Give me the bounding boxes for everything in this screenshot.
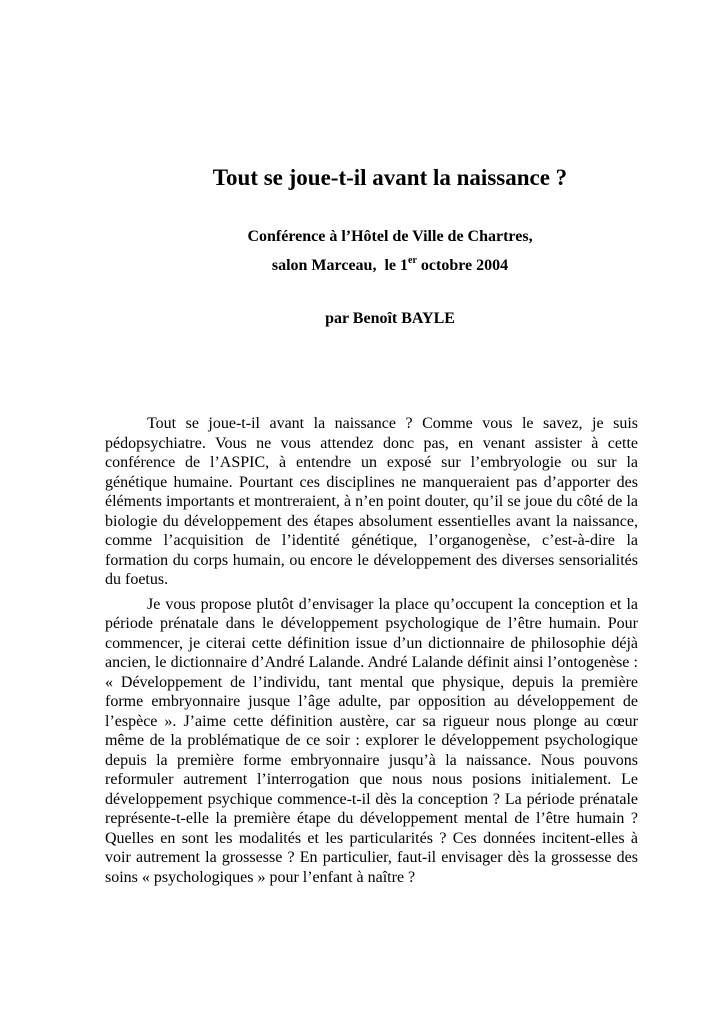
conference-date (0, 256, 724, 276)
paragraph-2: Je vous propose plutôt d’envisager la place qu’occupent la conception et la période prénatale dans le développement psychologique de l’être humain. Pour commencer, je citerai cette définition issue d’un dictionnaire de philosophie déjà ancien, le dictionnaire d’André Lalande. André Lalande définit ainsi l’ontogenèse : « Développement de l’individu, tant mental que physique, depuis la première forme embryonnaire jusque l’âge adulte, par opposition au développement de l’espèce ». J’aime cette définition austère, car sa rigueur nous plonge au cœur même de la problématique de ce soir : explorer le développement psychologique depuis la première forme embryonnaire jusqu’à la naissance. Nous pouvons reformuler autrement l’interrogation que nous nous posions initialement. Le développement psychique commence-t-il dès la conception ? La période prénatale représente-t-elle la première étape du développement mental de l’être humain ? Quelles en sont les modalités et les particularités ? Ces données incitent-elles à voir autrement la grossesse ? En particulier, faut-il envisager dès la grossesse des soins « psychologiques » pour l’enfant à naître ? (105, 595, 638, 886)
document-title: Tout se joue-t-il avant la naissance ? (212, 165, 568, 190)
author-line: par Benoît BAYLE (325, 310, 455, 327)
conference-date-prefix: salon Marceau, le 1 (271, 257, 408, 274)
body-text (105, 414, 638, 892)
ordinal-superscript: er (408, 254, 417, 266)
conference-date-suffix: octobre 2004 (416, 257, 509, 274)
conference-location: Conférence à l’Hôtel de Ville de Chartres, (247, 228, 533, 245)
paragraph-1: Tout se joue-t-il avant la naissance ? Comme vous le savez, je suis pédopsychiatre. Vous ne vous attendez donc pas, en venant assister à cette conférence de l’ASPIC, à entendre un exposé sur l’embryologie ou sur la génétique humaine. Pourtant ces disciplines ne manqueraient pas d’apporter des éléments importants et montreraient, à n’en point douter, qu’il se joue du côté de la biologie du développement des étapes absolument essentielles avant la naissance, comme l’acquisition de l’identité génétique, l’organogenèse, c’est-à-dire la formation du corps humain, ou encore le développement des diverses sensorialités du foetus. (105, 415, 638, 588)
